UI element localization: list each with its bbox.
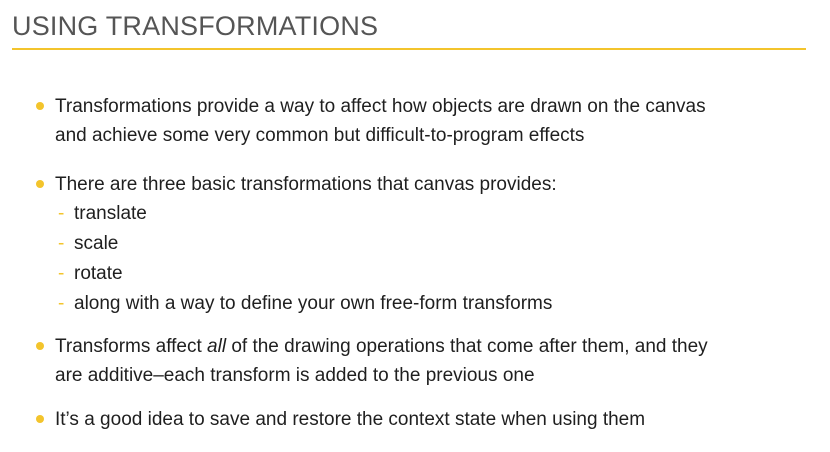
sub-item-scale bbox=[36, 229, 806, 259]
bullet-line: Transformations provide a way to affect how objects are drawn on the canvas bbox=[55, 96, 706, 117]
sub-bullet-list bbox=[36, 199, 806, 319]
bullet-line: It’s a good idea to save and restore the context state when using them bbox=[55, 409, 646, 430]
bullet-dot-icon bbox=[36, 342, 44, 350]
sub-item-translate bbox=[36, 199, 806, 229]
bullet-line: and achieve some very common but difficult-to-program effects bbox=[55, 125, 585, 146]
bullet-item-transforms-affect bbox=[36, 332, 806, 390]
text-segment: Transforms affect bbox=[55, 336, 208, 357]
text-segment: of the drawing operations that come after them, and they bbox=[226, 336, 708, 357]
bullet-dot-icon bbox=[36, 180, 44, 188]
sub-item-label: translate bbox=[74, 203, 147, 224]
bullet-line bbox=[55, 332, 806, 361]
dash-icon: - bbox=[58, 293, 65, 314]
sub-item-label: scale bbox=[74, 233, 119, 254]
slide-title: USING TRANSFORMATIONS bbox=[12, 11, 379, 41]
sub-item-label: rotate bbox=[74, 263, 123, 284]
sub-item-free-form bbox=[36, 289, 806, 319]
sub-item-rotate bbox=[36, 259, 806, 289]
emphasis-text: all bbox=[207, 336, 227, 357]
bullet-line: are additive–each transform is added to the previous one bbox=[55, 365, 535, 386]
bullet-item-save-restore bbox=[36, 405, 806, 434]
sub-item-label: along with a way to define your own free-form transforms bbox=[74, 293, 553, 314]
bullet-dot-icon bbox=[36, 415, 44, 423]
dash-icon: - bbox=[58, 203, 65, 224]
bullet-item-basic-transformations bbox=[36, 170, 806, 319]
bullet-line: There are three basic transformations that canvas provides: bbox=[55, 174, 557, 195]
dash-icon: - bbox=[58, 263, 65, 284]
bullet-dot-icon bbox=[36, 102, 44, 110]
dash-icon: - bbox=[58, 233, 65, 254]
bullet-item-transformations-intro bbox=[36, 92, 806, 150]
